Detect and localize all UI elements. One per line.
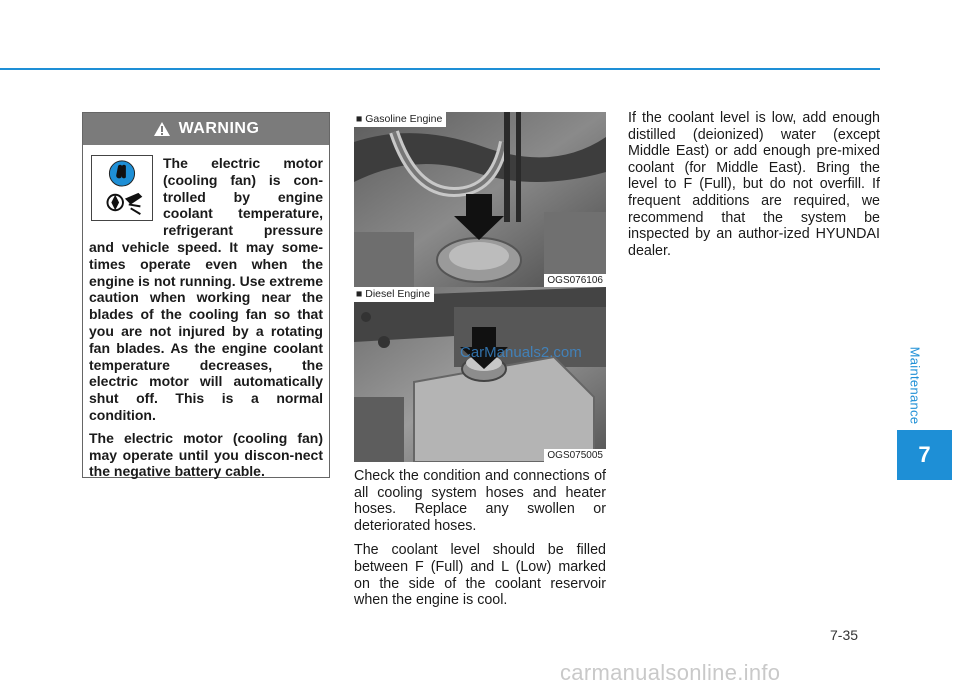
gasoline-engine-photo: [354, 112, 606, 287]
photo-code-gasoline: OGS076106: [544, 274, 606, 287]
right-paragraph-1: If the coolant level is low, add enough distilled (deionized) water (except Middle East) or add enough pre-mixed coolant (for Middle East). Bring the level to F (Full), but do not overfill. If frequent additions are required, we recommend that the system be inspected by an author-ized HYUNDAI dealer.: [628, 110, 880, 259]
gasoline-engine-image: [354, 112, 606, 287]
middle-paragraph-1: Check the condition and connections of all cooling system hoses and heater hoses. Replace any swollen or deteriorated hoses.: [354, 468, 606, 534]
chapter-number: 7: [918, 442, 931, 467]
overlay-watermark: CarManuals2.com: [460, 344, 582, 361]
section-tab: [900, 340, 930, 430]
diesel-engine-image: [354, 287, 606, 462]
page-number: 7-35: [830, 627, 859, 643]
photo-tag-diesel: ■ Diesel Engine: [354, 287, 434, 302]
warning-paragraph-1: The electric motor (cooling fan) is con-trolled by engine coolant temperature, refrigerant pressure and vehicle speed. It may some-times operate even when the engine is not running. Use extreme caution when working near the blades of the cooling fan so that you are not injured by a rotating fan blades. As the engine coolant temperature decreases, the electric motor will automatically shut off. This is a normal condition.: [89, 155, 323, 423]
right-column-text: [628, 110, 880, 267]
diesel-engine-photo: [354, 287, 606, 462]
footer-watermark: carmanualsonline.info: [560, 660, 781, 685]
chapter-number-box: [897, 430, 952, 480]
cooling-fan-hand-icon: [91, 155, 153, 221]
warning-title: WARNING: [178, 120, 260, 137]
warning-box: [82, 112, 330, 478]
header-rule: [0, 68, 880, 70]
photo-tag-gasoline: ■ Gasoline Engine: [354, 112, 446, 127]
middle-paragraph-2: The coolant level should be filled between F (Full) and L (Low) marked on the side of the coolant reservoir when the engine is cool.: [354, 542, 606, 609]
warning-paragraph-2: The electric motor (cooling fan) may operate until you discon-nect the negative battery cable.: [89, 429, 323, 480]
warning-header: [83, 113, 329, 145]
warning-triangle-icon: [153, 121, 171, 137]
section-label: Maintenance: [907, 346, 923, 424]
warning-body: [83, 145, 329, 492]
photo-code-diesel: OGS075005: [544, 449, 606, 462]
middle-column-text: [354, 468, 606, 617]
